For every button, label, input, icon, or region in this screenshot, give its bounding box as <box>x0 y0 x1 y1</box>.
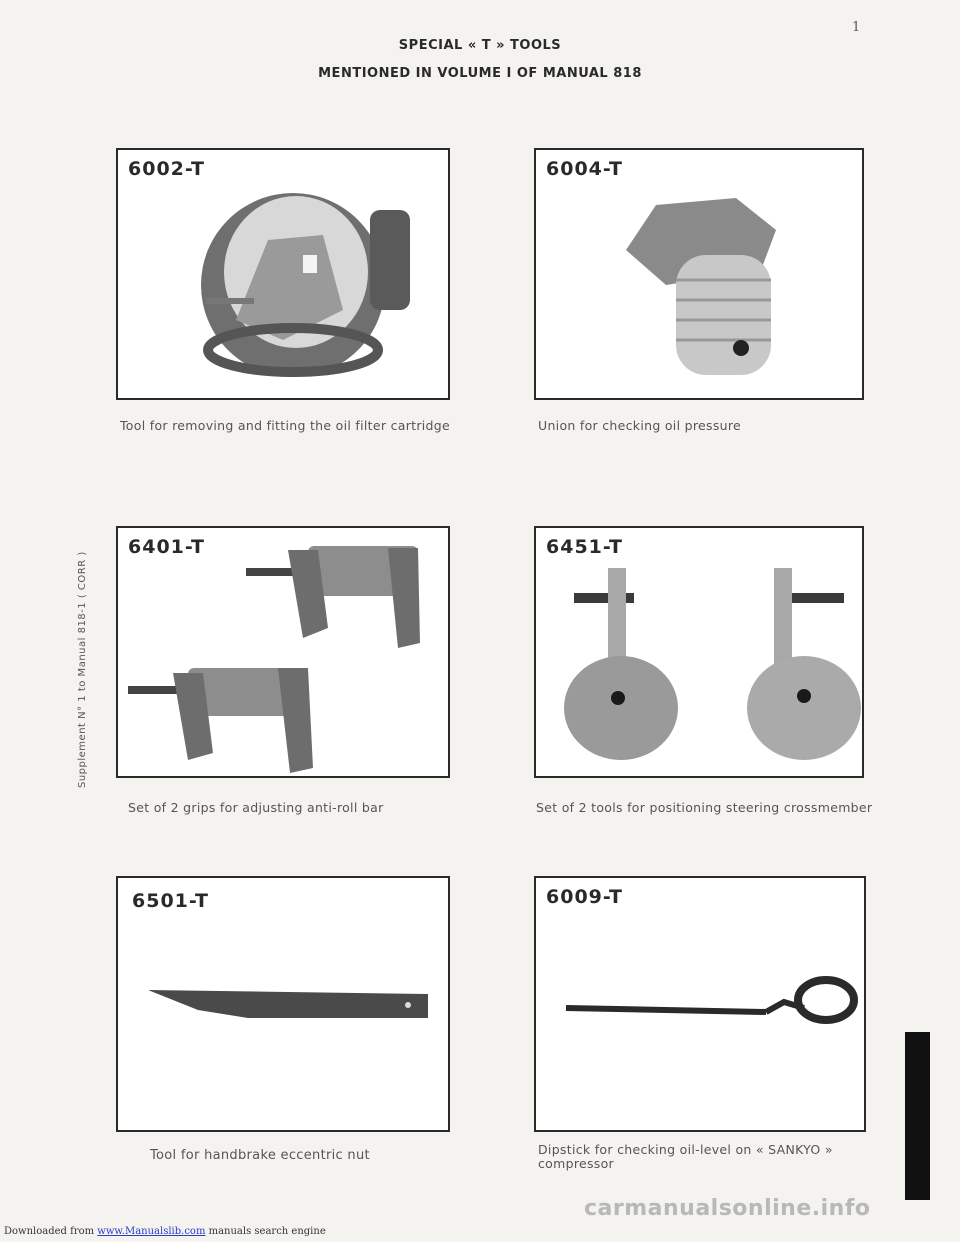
tool-panel-6004 <box>534 148 864 400</box>
footer <box>4 1226 326 1237</box>
tool-caption: Set of 2 tools for positioning steering crossmember <box>536 800 873 815</box>
anti-roll-grips-image <box>118 528 448 776</box>
margin-bar <box>905 1032 930 1200</box>
pressure-union-image <box>536 150 862 398</box>
tool-code: 6501-T <box>132 890 209 912</box>
dipstick-image <box>536 878 864 1130</box>
footer-prefix: Downloaded from <box>4 1226 95 1237</box>
watermark: carmanualsonline.info <box>584 1196 871 1221</box>
tool-caption: Tool for handbrake eccentric nut <box>150 1148 370 1163</box>
tool-caption-line1: Dipstick for checking oil-level on « SANKYO » <box>538 1142 833 1157</box>
tool-code: 6451-T <box>546 536 623 558</box>
tool-panel-6401 <box>116 526 450 778</box>
handbrake-eccentric-tool-image <box>118 878 448 1130</box>
tool-code: 6004-T <box>546 158 623 180</box>
tool-panel-6009 <box>534 876 866 1132</box>
page-subtitle: MENTIONED IN VOLUME I OF MANUAL 818 <box>318 66 642 81</box>
page-title: SPECIAL « T » TOOLS <box>398 38 562 53</box>
tool-caption: Set of 2 grips for adjusting anti-roll bar <box>128 800 384 815</box>
tool-code: 6401-T <box>128 536 205 558</box>
side-note: Supplement N° 1 to Manual 818-1 ( CORR ) <box>77 551 88 788</box>
crossmember-tools-image <box>536 528 862 776</box>
footer-suffix: manuals search engine <box>208 1226 326 1237</box>
tool-panel-6002 <box>116 148 450 400</box>
tool-code: 6009-T <box>546 886 623 908</box>
tool-panel-6451 <box>534 526 864 778</box>
tool-caption-line2: compressor <box>538 1156 614 1171</box>
tool-caption: Tool for removing and fitting the oil filter cartridge <box>120 418 451 433</box>
tool-caption: Union for checking oil pressure <box>538 418 742 433</box>
page-number: 1 <box>852 20 861 35</box>
tool-panel-6501 <box>116 876 450 1132</box>
footer-link[interactable]: www.Manualslib.com <box>97 1226 206 1237</box>
oil-filter-wrench-image <box>118 150 448 398</box>
tool-code: 6002-T <box>128 158 205 180</box>
